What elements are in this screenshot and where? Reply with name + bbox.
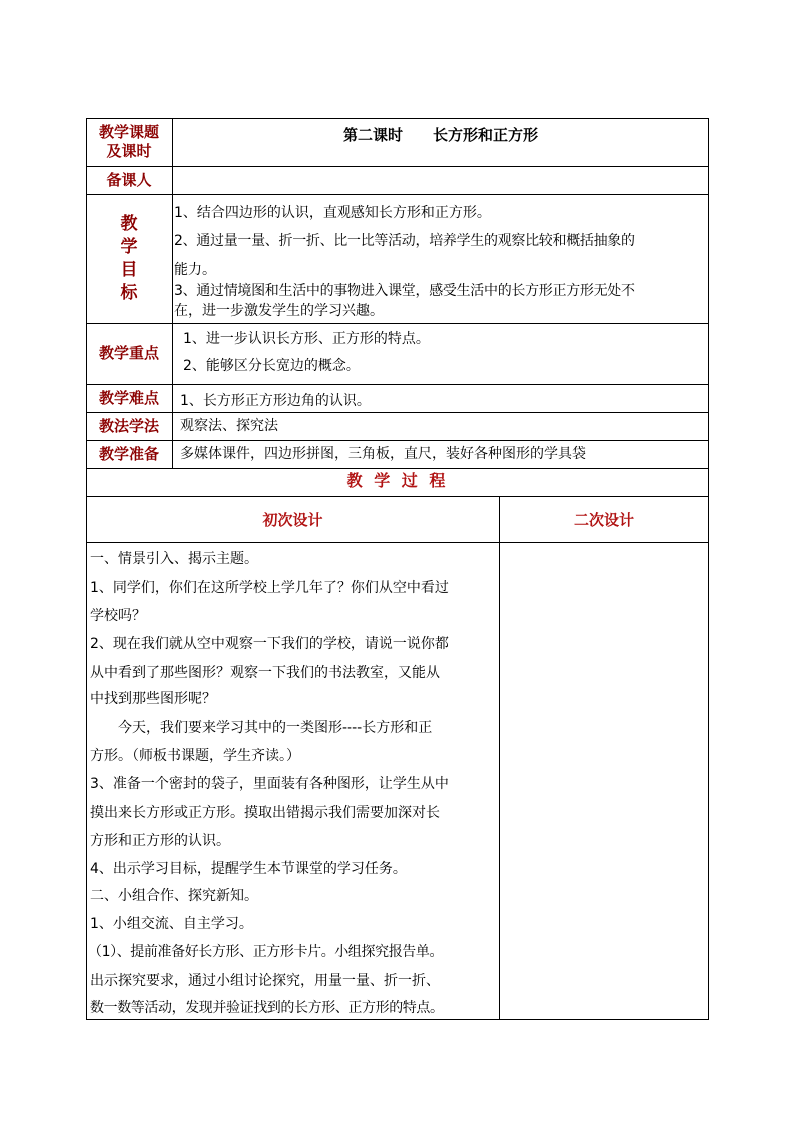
process-line: （1）、提前准备好长方形、正方形卡片。小组探究报告单。 [88, 944, 444, 960]
process-line: 1、同学们，你们在这所学校上学几年了？你们从空中看过 [90, 580, 449, 596]
topic-label-line1: 教学课题 [98, 123, 159, 141]
row-divider [86, 440, 709, 441]
process-line: 4、出示学习目标，提醒学生本节课堂的学习任务。 [90, 861, 407, 877]
objective-line: 2、通过量一量、折一折、比一比等活动，培养学生的观察比较和概括抽象的 [174, 233, 635, 249]
topic-value: 第二课时 长方形和正方形 [342, 126, 538, 144]
objectives-label-char4: 标 [120, 283, 138, 303]
objectives-label-char2: 学 [120, 237, 138, 257]
topic-label-line2: 及课时 [106, 142, 152, 160]
second-design-content [500, 543, 708, 1019]
row-divider [86, 384, 709, 385]
objectives-label-char3: 目 [120, 260, 138, 280]
key-point-line: 1、进一步认识长方形、正方形的特点。 [183, 331, 430, 347]
methods-label: 教法学法 [98, 417, 159, 435]
methods-value: 观察法、探究法 [180, 418, 278, 434]
row-divider [86, 496, 709, 497]
table-border-top [86, 118, 709, 119]
row-divider [86, 323, 709, 324]
process-line: 1、小组交流、自主学习。 [90, 916, 253, 932]
process-line: 方形和正方形的认识。 [90, 833, 230, 849]
row-divider [86, 194, 709, 195]
process-line: 2、现在我们就从空中观察一下我们的学校，请说一说你都 [90, 636, 449, 652]
row-divider [86, 412, 709, 413]
process-line: 出示探究要求，通过小组讨论探究，用量一量、折一折、 [90, 973, 440, 989]
process-line: 摸出来长方形或正方形。摸取出错揭示我们需要加深对长 [90, 805, 440, 821]
row-divider [86, 468, 709, 469]
process-title: 教 学 过 程 [346, 471, 449, 490]
process-line: 一、情景引入、揭示主题。 [90, 551, 258, 567]
label-column-divider [172, 118, 173, 468]
objective-line: 在，进一步激发学生的学习兴趣。 [174, 303, 384, 319]
process-line: 3、准备一个密封的袋子，里面装有各种图形，让学生从中 [90, 776, 449, 792]
objective-line: 能力。 [174, 262, 216, 278]
difficulty-label: 教学难点 [98, 389, 159, 407]
process-line: 方形。（师板书课题，学生齐读。） [90, 748, 300, 764]
difficulty-value: 1、长方形正方形边角的认识。 [180, 393, 371, 409]
process-line: 从中看到了那些图形？观察一下我们的书法教室，又能从 [90, 665, 440, 681]
first-design-header: 初次设计 [262, 511, 323, 529]
table-border-bottom [86, 1019, 709, 1020]
process-line: 中找到那些图形呢？ [90, 691, 216, 707]
objective-line: 3、通过情境图和生活中的事物进入课堂，感受生活中的长方形正方形无处不 [174, 283, 635, 299]
process-line: 学校吗？ [90, 608, 146, 624]
second-design-header: 二次设计 [573, 511, 634, 529]
key-points-label: 教学重点 [98, 344, 159, 362]
preparer-label: 备课人 [106, 171, 152, 189]
process-line: 今天，我们要来学习其中的一类图形----长方形和正 [90, 720, 433, 736]
preparation-label: 教学准备 [98, 445, 159, 463]
objective-line: 1、结合四边形的认识，直观感知长方形和正方形。 [174, 205, 491, 221]
key-point-line: 2、能够区分长宽边的概念。 [183, 358, 360, 374]
row-divider [86, 166, 709, 167]
objectives-label-char1: 教 [120, 214, 138, 234]
process-line: 数一数等活动，发现并验证找到的长方形、正方形的特点。 [90, 1000, 444, 1016]
table-border-right [708, 118, 709, 1020]
preparation-value: 多媒体课件，四边形拼图，三角板，直尺，装好各种图形的学具袋 [180, 446, 586, 462]
process-line: 二、小组合作、探究新知。 [90, 888, 258, 904]
